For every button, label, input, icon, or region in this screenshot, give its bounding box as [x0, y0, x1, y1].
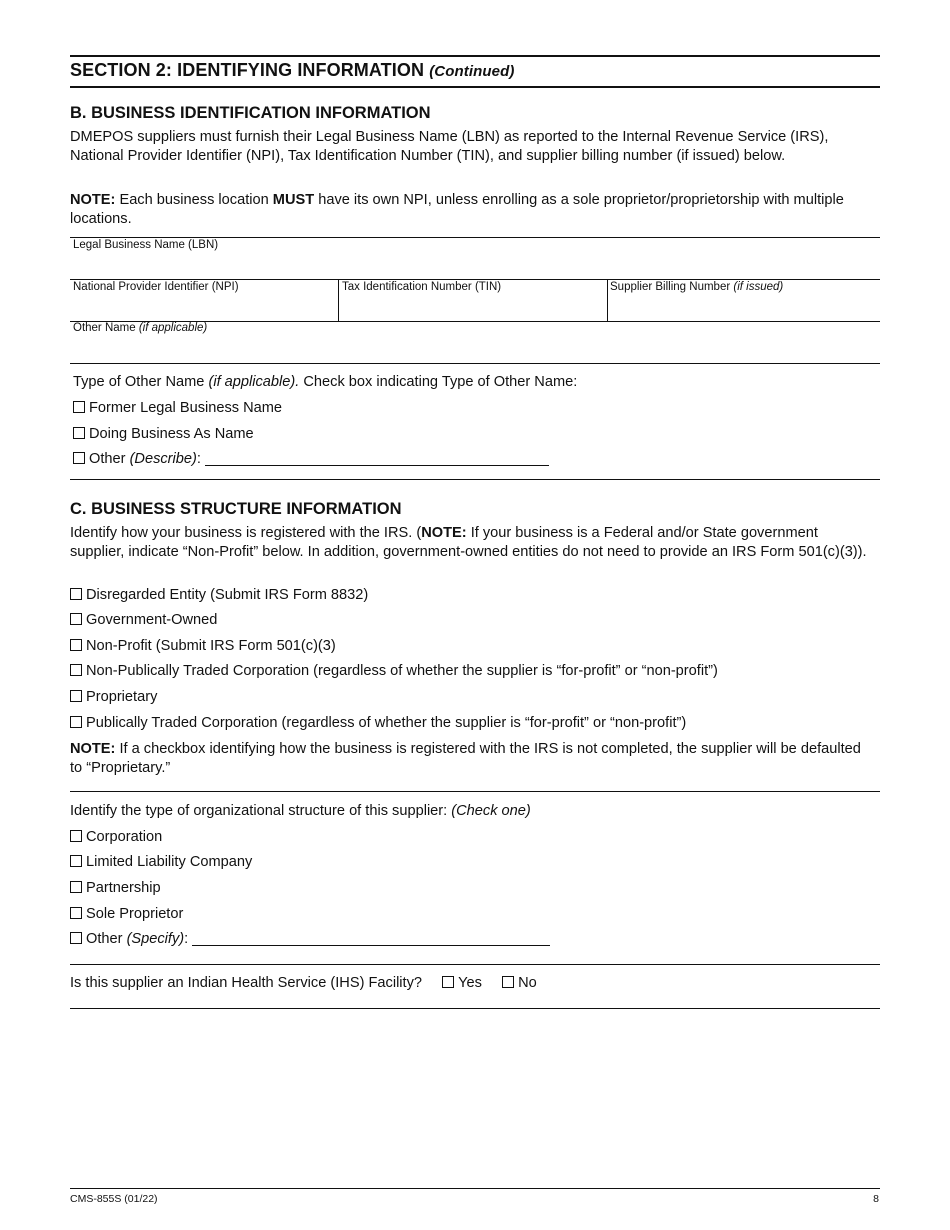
org-option-sole-proprietor[interactable] — [70, 905, 183, 923]
org-option-llc[interactable] — [70, 853, 252, 871]
llc-checkbox[interactable] — [70, 855, 82, 867]
npi-label: National Provider Identifier (NPI) — [73, 281, 239, 293]
option-dba-name[interactable] — [73, 425, 254, 443]
npi-field[interactable] — [70, 280, 338, 321]
non-publically-traded-checkbox[interactable] — [70, 664, 82, 676]
org-prompt-text: Identify the type of organizational structure of this supplier: — [70, 803, 452, 819]
ihs-yes-label: Yes — [458, 975, 482, 991]
former-lbn-checkbox[interactable] — [73, 401, 85, 413]
ihs-no-checkbox[interactable] — [502, 976, 514, 988]
other-name-type-prompt-italic: (if applicable). — [208, 374, 300, 390]
org-option-partnership[interactable] — [70, 879, 161, 897]
publically-traded-checkbox[interactable] — [70, 716, 82, 728]
irs-option-government[interactable] — [70, 611, 217, 629]
section-bottom-rule — [70, 86, 880, 88]
llc-label: Limited Liability Company — [86, 854, 253, 870]
partC-intro-pre: Identify how your business is registered with the IRS. ( — [70, 525, 422, 541]
other-name-type-prompt — [73, 373, 577, 391]
partC-intro-note: NOTE: — [421, 525, 467, 541]
publically-traded-label: Publically Traded Corporation (regardless of whether the supplier is “for-profit” or “non-profit”) — [86, 715, 687, 731]
other-name-label-text: Other Name — [73, 322, 136, 334]
partnership-label: Partnership — [86, 880, 161, 896]
disregarded-checkbox[interactable] — [70, 588, 82, 600]
partC-intro-post: If your business is a Federal and/or State government supplier, indicate “Non-Profit” below. In addition, government-owned entities do not need to provide an IRS Form 501(c)(3)). — [70, 525, 867, 560]
tin-label: Tax Identification Number (TIN) — [342, 281, 502, 293]
other-name-field[interactable] — [70, 322, 880, 363]
lbn-field[interactable] — [70, 238, 880, 279]
grid-rule-4 — [70, 363, 880, 364]
non-publically-traded-label: Non-Publically Traded Corporation (regardless of whether the supplier is “for-profit” or “non-profit”) — [86, 663, 718, 679]
section-title-text: SECTION 2: IDENTIFYING INFORMATION — [70, 60, 425, 80]
option-former-lbn[interactable] — [73, 399, 282, 417]
org-other-label: Other — [86, 931, 127, 947]
ihs-yes-option[interactable] — [442, 975, 482, 991]
partB-end-rule — [70, 479, 880, 480]
government-checkbox[interactable] — [70, 613, 82, 625]
partC-rule-1 — [70, 791, 880, 792]
partC-intro — [70, 524, 875, 561]
dba-name-checkbox[interactable] — [73, 427, 85, 439]
tin-field[interactable] — [339, 280, 607, 321]
government-label: Government-Owned — [86, 612, 218, 628]
other-name-type-prompt-post: Check box indicating Type of Other Name: — [299, 374, 578, 390]
form-page — [70, 0, 880, 1230]
form-id: CMS-855S (01/22) — [70, 1193, 158, 1205]
irs-option-nonprofit[interactable] — [70, 637, 336, 655]
footer-rule — [70, 1188, 880, 1189]
proprietary-checkbox[interactable] — [70, 690, 82, 702]
partC-heading: C. BUSINESS STRUCTURE INFORMATION — [70, 500, 402, 518]
section-continued: (Continued) — [429, 63, 515, 80]
partC-note — [70, 740, 875, 777]
org-other-specify: (Specify) — [126, 931, 185, 947]
other-name-type-label: Other — [89, 451, 130, 467]
irs-option-disregarded[interactable] — [70, 586, 368, 604]
lbn-label: Legal Business Name (LBN) — [73, 239, 219, 251]
partB-note-label: NOTE: — [70, 192, 116, 208]
org-option-other[interactable] — [70, 930, 550, 948]
proprietary-label: Proprietary — [86, 689, 158, 705]
billing-number-field[interactable] — [608, 280, 880, 321]
corporation-checkbox[interactable] — [70, 830, 82, 842]
former-lbn-label: Former Legal Business Name — [89, 400, 283, 416]
org-option-corporation[interactable] — [70, 828, 162, 846]
corporation-label: Corporation — [86, 829, 163, 845]
partB-note-post: have its own NPI, unless enrolling as a sole proprietor/proprietorship with multiple locations. — [70, 192, 844, 227]
nonprofit-checkbox[interactable] — [70, 639, 82, 651]
nonprofit-label: Non-Profit (Submit IRS Form 501(c)(3) — [86, 638, 336, 654]
billing-label-note: (if issued) — [733, 281, 784, 293]
partB-heading: B. BUSINESS IDENTIFICATION INFORMATION — [70, 104, 431, 122]
section-top-rule — [70, 55, 880, 57]
org-other-colon: : — [184, 931, 189, 947]
disregarded-label: Disregarded Entity (Submit IRS Form 8832) — [86, 587, 369, 603]
option-other-name-type[interactable] — [73, 450, 549, 468]
other-name-type-prompt-pre: Type of Other Name — [73, 374, 209, 390]
other-name-label-note: (if applicable) — [138, 322, 208, 334]
partC-end-rule — [70, 1008, 880, 1009]
irs-option-proprietary[interactable] — [70, 688, 157, 706]
org-other-checkbox[interactable] — [70, 932, 82, 944]
org-prompt-italic: (Check one) — [451, 803, 531, 819]
ihs-yes-checkbox[interactable] — [442, 976, 454, 988]
section-title — [70, 60, 514, 81]
sole-proprietor-checkbox[interactable] — [70, 907, 82, 919]
irs-option-publically-traded[interactable] — [70, 714, 686, 732]
other-name-type-describe: (Describe) — [129, 451, 197, 467]
billing-label-text: Supplier Billing Number — [610, 281, 731, 293]
ihs-no-option[interactable] — [502, 975, 537, 991]
org-structure-prompt — [70, 802, 531, 820]
partB-note — [70, 191, 875, 228]
ihs-question: Is this supplier an Indian Health Service (IHS) Facility? — [70, 975, 423, 991]
partC-note-label: NOTE: — [70, 741, 116, 757]
other-name-describe-line[interactable] — [205, 465, 549, 466]
partC-note-text: If a checkbox identifying how the business is registered with the IRS is not completed, the supplier will be defaulted to “Proprietary.” — [70, 741, 861, 776]
page-number: 8 — [873, 1193, 879, 1205]
partB-intro: DMEPOS suppliers must furnish their Legal Business Name (LBN) as reported to the Internal Revenue Service (IRS), National Provider Identifier (NPI), Tax Identification Number (TIN), and supplier billing number (if issued) below. — [70, 129, 829, 164]
other-name-type-colon: : — [196, 451, 201, 467]
other-name-type-checkbox[interactable] — [73, 452, 85, 464]
ihs-no-label: No — [518, 975, 537, 991]
org-other-specify-line[interactable] — [192, 945, 550, 946]
partB-note-pre: Each business location — [115, 192, 273, 208]
other-name-label — [73, 322, 207, 334]
ihs-question-row — [70, 974, 537, 992]
partB-note-must: MUST — [272, 192, 315, 208]
partnership-checkbox[interactable] — [70, 881, 82, 893]
billing-label — [610, 281, 783, 293]
irs-option-non-publically-traded[interactable] — [70, 662, 718, 680]
sole-proprietor-label: Sole Proprietor — [86, 906, 184, 922]
dba-name-label: Doing Business As Name — [89, 426, 254, 442]
partC-rule-2 — [70, 964, 880, 965]
